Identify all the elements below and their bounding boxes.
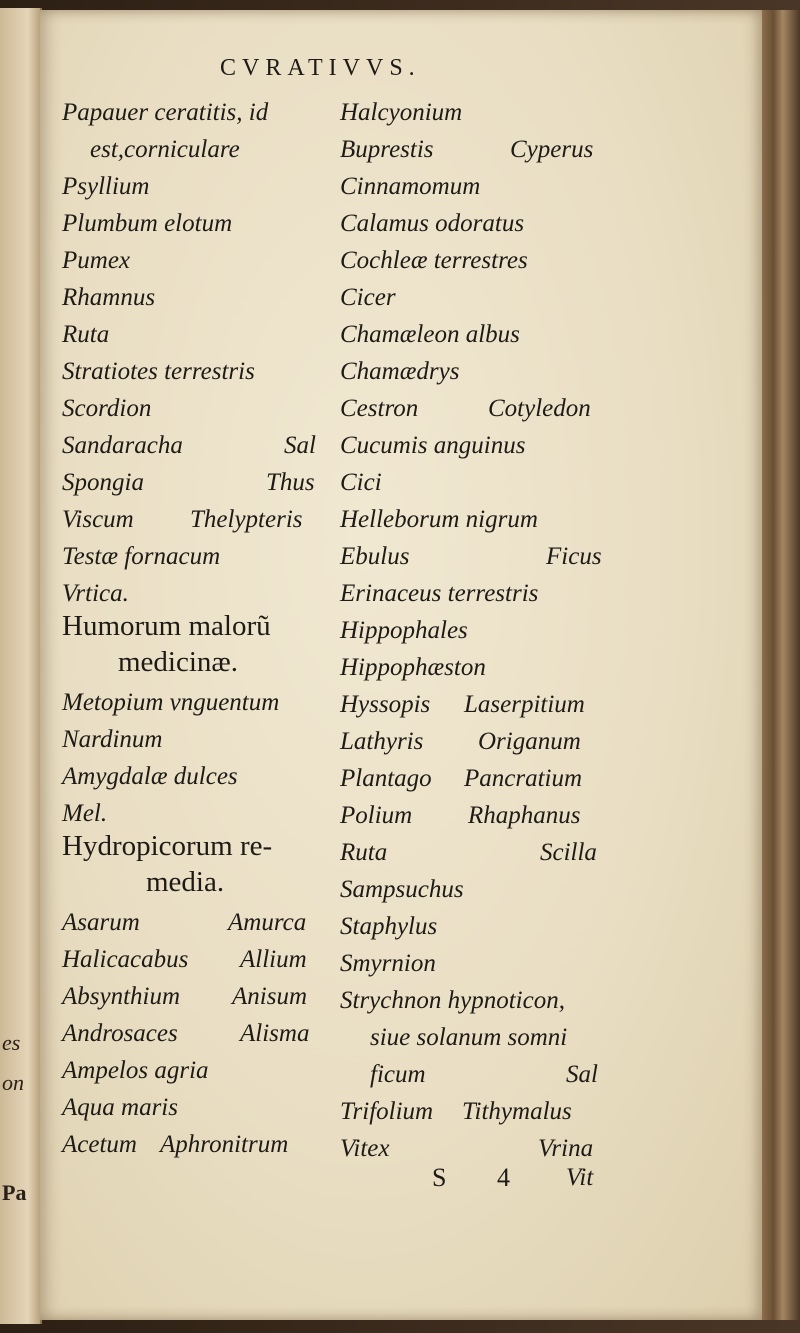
entry: Vrtica.	[62, 580, 129, 607]
entry: Nardinum	[62, 726, 163, 753]
entry: Laserpitium	[464, 691, 585, 718]
entry: Tithymalus	[462, 1098, 572, 1125]
entry: Erinaceus terrestris	[340, 580, 539, 607]
signature-mark: S 4	[432, 1163, 532, 1192]
catchword: Vit	[566, 1164, 594, 1191]
entry: Smyrnion	[340, 950, 436, 977]
entry: Amurca	[228, 909, 307, 936]
entry: Buprestis	[340, 136, 434, 163]
entry: Sal	[284, 432, 316, 459]
entry: Cestron	[340, 395, 419, 422]
entry: Sal	[566, 1061, 598, 1088]
entry: Ebulus	[340, 543, 410, 570]
entry: Acetum	[62, 1131, 137, 1158]
entry: est,corniculare	[90, 136, 240, 163]
entry: Sandaracha	[62, 432, 183, 459]
page-edge	[762, 10, 800, 1320]
entry: Psyllium	[62, 173, 150, 200]
entry: Ruta	[62, 321, 110, 348]
entry: Thelypteris	[190, 506, 303, 533]
entry: ficum	[370, 1061, 426, 1088]
entry: Cyperus	[510, 136, 594, 163]
running-head: CVRATIVVS.	[220, 55, 421, 81]
entry: Helleborum nigrum	[340, 506, 538, 533]
entry: Pancratium	[464, 765, 583, 792]
entry: Trifolium	[340, 1098, 434, 1125]
entry: Androsaces	[62, 1020, 178, 1047]
entry: Lathyris	[340, 728, 424, 755]
entry: Scilla	[540, 839, 597, 866]
margin-fragment: on	[2, 1070, 24, 1095]
entry: Metopium vnguentum	[62, 689, 280, 716]
entry: Ampelos agria	[62, 1057, 209, 1084]
entry: Polium	[340, 802, 413, 829]
entry: Amygdalæ dulces	[62, 763, 238, 790]
entry: Allium	[240, 946, 307, 973]
section-heading: Hydropicorum re-	[62, 830, 273, 862]
entry: Plantago	[340, 765, 432, 792]
entry: Cotyledon	[488, 395, 591, 422]
entry: Alisma	[240, 1020, 310, 1047]
entry: Ruta	[340, 839, 388, 866]
entry: Asarum	[62, 909, 140, 936]
entry: Viscum	[62, 506, 134, 533]
entry: Mel.	[62, 800, 108, 827]
entry: Pumex	[62, 247, 131, 274]
entry: siue solanum somni	[370, 1024, 568, 1051]
entry: Thus	[266, 469, 315, 496]
margin-fragment: Pa	[2, 1180, 27, 1205]
entry: Cochleæ terrestres	[340, 247, 528, 274]
section-heading: media.	[146, 866, 225, 898]
entry: Strychnon hypnoticon,	[340, 987, 565, 1014]
entry: Sampsuchus	[340, 876, 464, 903]
margin-fragment: es	[2, 1030, 21, 1055]
entry: Anisum	[232, 983, 307, 1010]
entry: Hippophæston	[340, 654, 486, 681]
entry: Plumbum elotum	[62, 210, 233, 237]
entry: Papauer ceratitis, id	[62, 99, 269, 126]
entry: Testæ fornacum	[62, 543, 221, 570]
entry: Aqua maris	[62, 1094, 178, 1121]
entry: Hippophales	[340, 617, 468, 644]
previous-page-edge	[0, 8, 42, 1324]
entry: Absynthium	[62, 983, 181, 1010]
entry: Halicacabus	[62, 946, 189, 973]
entry: Aphronitrum	[160, 1131, 289, 1158]
entry: Chamædrys	[340, 358, 460, 385]
section-heading: medicinæ.	[118, 646, 239, 678]
entry: Stratiotes terrestris	[62, 358, 255, 385]
entry: Cici	[340, 469, 382, 496]
section-heading: Humorum malorũ	[62, 610, 271, 642]
entry: Spongia	[62, 469, 144, 496]
entry: Vrina	[538, 1135, 594, 1162]
entry: Staphylus	[340, 913, 438, 940]
entry: Rhaphanus	[468, 802, 581, 829]
entry: Ficus	[546, 543, 602, 570]
entry: Calamus odoratus	[340, 210, 525, 237]
entry: Vitex	[340, 1135, 390, 1162]
entry: Cucumis anguinus	[340, 432, 526, 459]
entry: Halcyonium	[340, 99, 463, 126]
entry: Cicer	[340, 284, 396, 311]
entry: Cinnamomum	[340, 173, 481, 200]
entry: Hyssopis	[340, 691, 431, 718]
entry: Rhamnus	[62, 284, 156, 311]
entry: Chamæleon albus	[340, 321, 520, 348]
entry: Origanum	[478, 728, 581, 755]
entry: Scordion	[62, 395, 152, 422]
